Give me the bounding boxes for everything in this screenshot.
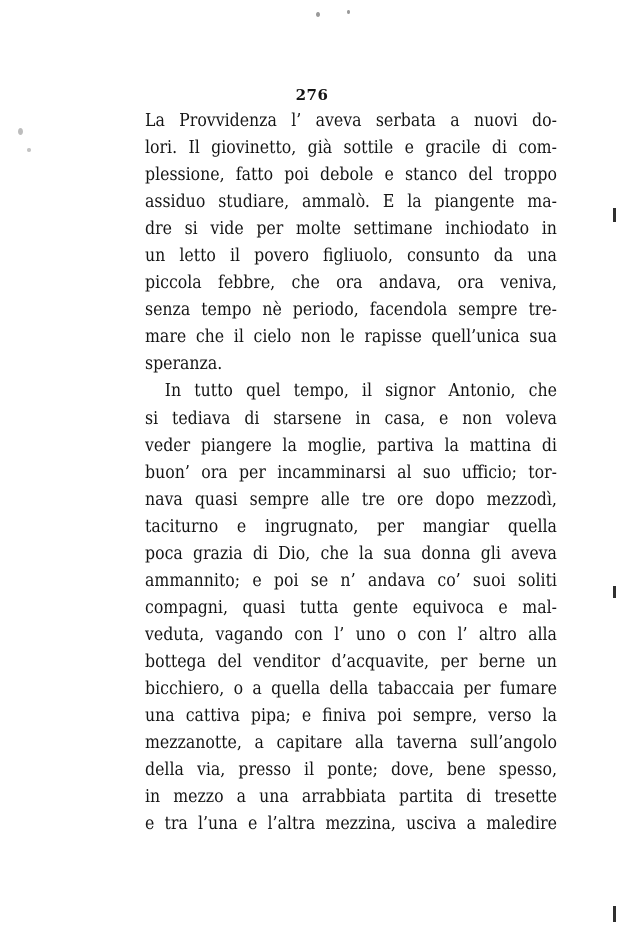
text-line: bicchiero, o a quella della tabaccaia per fumare [145,678,557,699]
text-line: nava quasi sempre alle tre ore dopo mezzodì, [145,489,557,510]
page-number: 276 [295,86,329,104]
text-line: dre si vide per molte settimane inchiodato in [145,219,557,240]
text-line: plessione, fatto poi debole e stanco del troppo [145,165,557,186]
text-line: assiduo studiare, ammalò. E la piangente ma- [145,192,557,213]
text-line: In tutto quel tempo, il signor Antonio, che [164,381,557,402]
text-line: una cattiva pipa; e finiva poi sempre, verso la [145,706,557,727]
text-line: veder piangere la moglie, partiva la mattina di [145,435,557,456]
text-line: compagni, quasi tutta gente equivoca e mal- [145,597,557,618]
paper-speck [27,148,31,152]
text-line: della via, presso il ponte; dove, bene spesso, [145,760,557,781]
paper-speck [316,12,320,17]
text-line: veduta, vagando con l’ uno o con l’ altro alla [145,624,557,645]
page-edge-mark [613,208,616,222]
page-edge-mark [613,586,616,598]
text-line: buon’ ora per incamminarsi al suo ufficio; tor- [145,462,557,483]
text-line: in mezzo a una arrabbiata partita di tresette [145,787,557,808]
text-line: La Provvidenza l’ aveva serbata a nuovi do- [145,111,557,131]
paragraph-2 [145,378,557,838]
text-line: un letto il povero figliuolo, consunto da una [145,246,557,267]
text-line: taciturno e ingrugnato, per mangiar quella [145,516,557,537]
paper-speck [18,128,23,135]
text-line: senza tempo nè periodo, facendola sempre tre- [145,300,557,321]
paragraph-1 [145,108,557,378]
text-line: poca grazia di Dio, che la sua donna gli aveva [145,543,557,564]
text-line: mezzanotte, a capitare alla taverna sull’angolo [145,733,557,754]
page-text [145,108,557,838]
text-line: piccola febbre, che ora andava, ora veniva, [145,273,557,294]
text-line: speranza. [145,354,223,375]
text-line: e tra l’una e l’altra mezzina, usciva a maledire [145,814,557,835]
text-line: lori. Il giovinetto, già sottile e gracile di com- [145,138,557,159]
text-line: si tediava di starsene in casa, e non voleva [145,408,557,429]
text-line: mare che il cielo non le rapisse quell’unica sua [145,327,557,348]
page-edge-mark [613,906,616,922]
text-line: bottega del venditor d’acquavite, per berne un [145,651,557,672]
text-line: ammannito; e poi se n’ andava co’ suoi soliti [145,570,557,591]
paper-speck [347,10,350,14]
